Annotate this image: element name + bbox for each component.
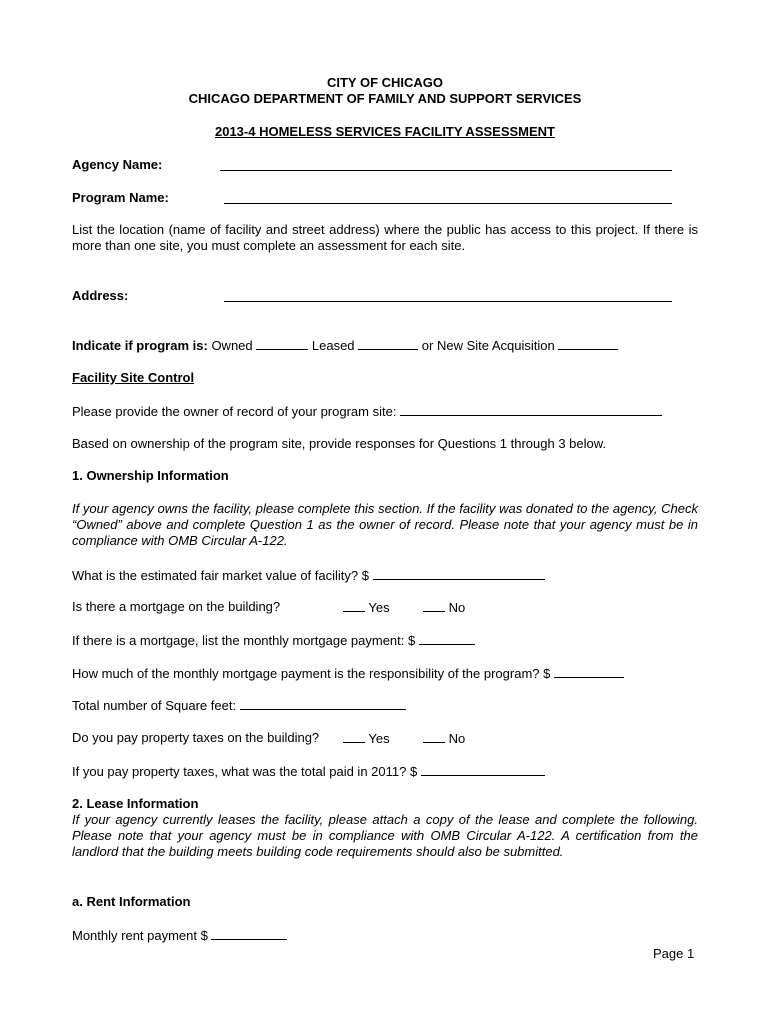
monthly-rent-row	[72, 927, 287, 944]
department-header: CHICAGO DEPARTMENT OF FAMILY AND SUPPORT SERVICES	[188, 91, 582, 106]
mortgage-question: Is there a mortgage on the building?	[72, 599, 281, 614]
mortgage-yes-label: Yes	[368, 600, 390, 615]
square-feet-label: Total number of Square feet:	[72, 698, 237, 713]
leased-field[interactable]	[358, 337, 418, 350]
mortgage-yes-blank[interactable]	[343, 599, 365, 612]
market-value-field[interactable]	[373, 567, 545, 580]
square-feet-field[interactable]	[240, 697, 406, 710]
lease-note: If your agency currently leases the facility, please attach a copy of the lease and complete the following. Please note that your agency must be in compliance with OMB Circular A-122. A certification from the landlord that the building meets building code requirements should also be submitted.	[72, 812, 698, 859]
responsibility-field[interactable]	[554, 665, 624, 678]
square-feet-row	[72, 697, 406, 714]
form-title: 2013-4 HOMELESS SERVICES FACILITY ASSESSMENT	[214, 124, 556, 139]
program-name-field[interactable]	[224, 191, 672, 204]
leased-label: Leased	[311, 338, 355, 353]
agency-name-label: Agency Name:	[72, 157, 163, 172]
monthly-payment-row	[72, 632, 475, 649]
monthly-rent-label: Monthly rent payment $	[72, 928, 208, 943]
address-label: Address:	[72, 288, 129, 303]
taxes-no-option[interactable]	[423, 730, 465, 747]
responsibility-row	[72, 665, 624, 682]
monthly-payment-field[interactable]	[419, 632, 475, 645]
ownership-note: If your agency owns the facility, please complete this section. If the facility was donated to the agency, Check “Owned” above and complete Question 1 as the owner of record. Please note that your agency must be in compliance with OMB Circular A-122.	[72, 501, 698, 548]
mortgage-no-blank[interactable]	[423, 599, 445, 612]
page-number: Page 1	[653, 946, 695, 961]
owned-label: Owned	[211, 338, 253, 353]
taxes-paid-field[interactable]	[421, 763, 545, 776]
lease-section-heading: 2. Lease Information	[72, 796, 199, 811]
program-type-label: Indicate if program is:	[72, 338, 208, 353]
new-site-label: or New Site Acquisition	[421, 338, 555, 353]
city-header: CITY OF CHICAGO	[326, 75, 444, 90]
mortgage-yes-option[interactable]	[343, 599, 390, 616]
agency-name-field[interactable]	[220, 158, 672, 171]
owner-of-record-row	[72, 403, 662, 420]
program-type-row	[72, 337, 618, 354]
monthly-payment-label: If there is a mortgage, list the monthly mortgage payment: $	[72, 633, 416, 648]
based-on-ownership-text: Based on ownership of the program site, provide responses for Questions 1 through 3 below.	[72, 436, 607, 451]
owner-of-record-field[interactable]	[400, 403, 662, 416]
taxes-paid-label: If you pay property taxes, what was the total paid in 2011? $	[72, 764, 418, 779]
responsibility-label: How much of the monthly mortgage payment is the responsibility of the program? $	[72, 666, 551, 681]
market-value-row	[72, 567, 545, 584]
owner-of-record-label: Please provide the owner of record of your program site:	[72, 404, 397, 419]
taxes-yes-option[interactable]	[343, 730, 390, 747]
ownership-section-heading: 1. Ownership Information	[72, 468, 229, 483]
taxes-no-blank[interactable]	[423, 730, 445, 743]
taxes-no-label: No	[448, 731, 466, 746]
location-instructions: List the location (name of facility and street address) where the public has access to this project. If there is more than one site, you must complete an assessment for each site.	[72, 222, 698, 253]
market-value-label: What is the estimated fair market value of facility? $	[72, 568, 369, 583]
mortgage-no-option[interactable]	[423, 599, 465, 616]
mortgage-no-label: No	[448, 600, 466, 615]
owned-field[interactable]	[256, 337, 308, 350]
new-site-field[interactable]	[558, 337, 618, 350]
address-field[interactable]	[224, 289, 672, 302]
site-control-heading: Facility Site Control	[72, 370, 195, 385]
program-name-label: Program Name:	[72, 190, 169, 205]
taxes-paid-row	[72, 763, 545, 780]
taxes-yes-label: Yes	[368, 731, 390, 746]
property-taxes-question: Do you pay property taxes on the building?	[72, 730, 320, 745]
monthly-rent-field[interactable]	[211, 927, 287, 940]
rent-heading: a. Rent Information	[72, 894, 191, 909]
taxes-yes-blank[interactable]	[343, 730, 365, 743]
